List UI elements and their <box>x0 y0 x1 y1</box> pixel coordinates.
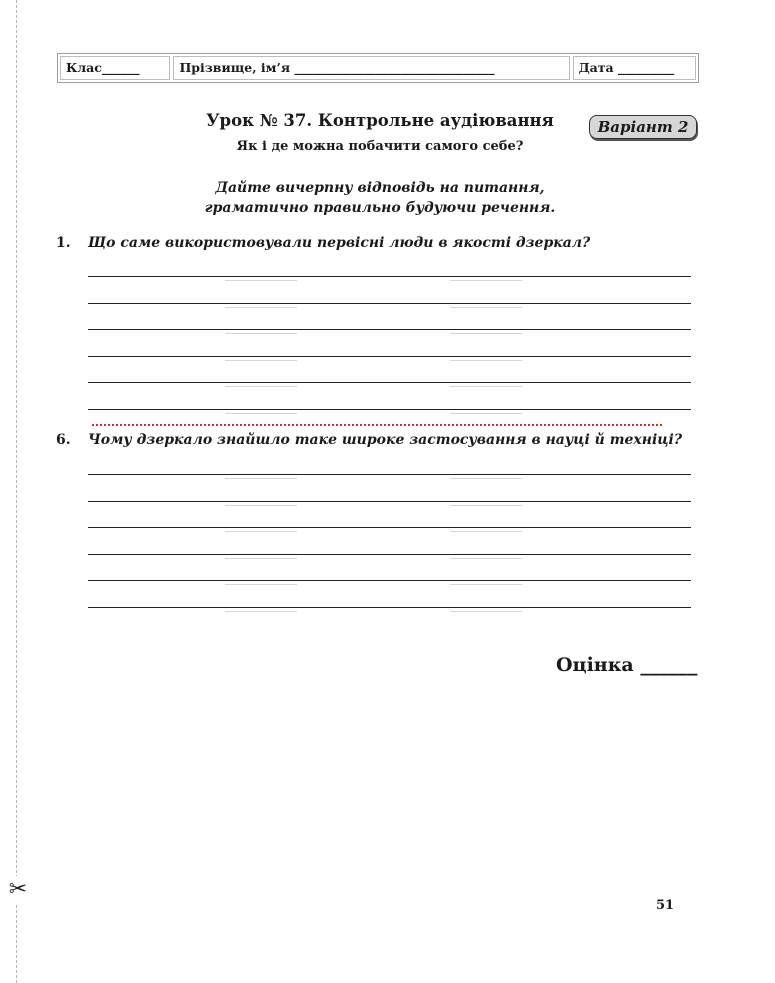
cut-line <box>16 0 17 983</box>
lesson-title: Урок № 37. Контрольне аудіювання <box>206 111 554 130</box>
class-field[interactable]: Клас______ <box>60 56 170 80</box>
student-info-table <box>57 53 699 83</box>
answer-line[interactable] <box>88 474 691 475</box>
answer-line[interactable] <box>88 276 691 277</box>
question-number: 1. <box>56 235 71 251</box>
answer-line[interactable] <box>88 554 691 555</box>
answer-line[interactable] <box>88 382 691 383</box>
question-6 <box>56 430 706 450</box>
answer-line[interactable] <box>88 527 691 528</box>
answer-line[interactable] <box>88 329 691 330</box>
question-text: Чому дзеркало знайшло таке широке застосування в науці й техніці? <box>88 432 683 448</box>
grade-field[interactable]: Оцінка ______ <box>556 654 698 676</box>
scissors-icon: ✂ <box>6 876 30 904</box>
answer-line[interactable] <box>88 303 691 304</box>
answer-line[interactable] <box>88 607 691 608</box>
instruction <box>150 178 610 218</box>
instruction-line-2: граматично правильно будуючи речення. <box>204 200 556 216</box>
instruction-line-1: Дайте вичерпну відповідь на питання, <box>215 180 545 196</box>
answer-line[interactable] <box>88 409 691 410</box>
answer-line[interactable] <box>88 501 691 502</box>
page-number: 51 <box>656 898 675 913</box>
question-text: Що саме використовували первісні люди в якості дзеркал? <box>88 235 591 251</box>
question-1 <box>56 233 706 253</box>
answer-line[interactable] <box>88 580 691 581</box>
variant-badge: Варіант 2 <box>589 115 697 139</box>
section-divider <box>92 424 662 426</box>
question-number: 6. <box>56 432 71 448</box>
answer-line[interactable] <box>88 356 691 357</box>
date-field[interactable]: Дата _________ <box>573 56 696 80</box>
lesson-subtitle: Як і де можна побачити самого себе? <box>236 139 524 154</box>
name-field[interactable]: Прізвище, ім’я ________________________________ <box>173 56 569 80</box>
